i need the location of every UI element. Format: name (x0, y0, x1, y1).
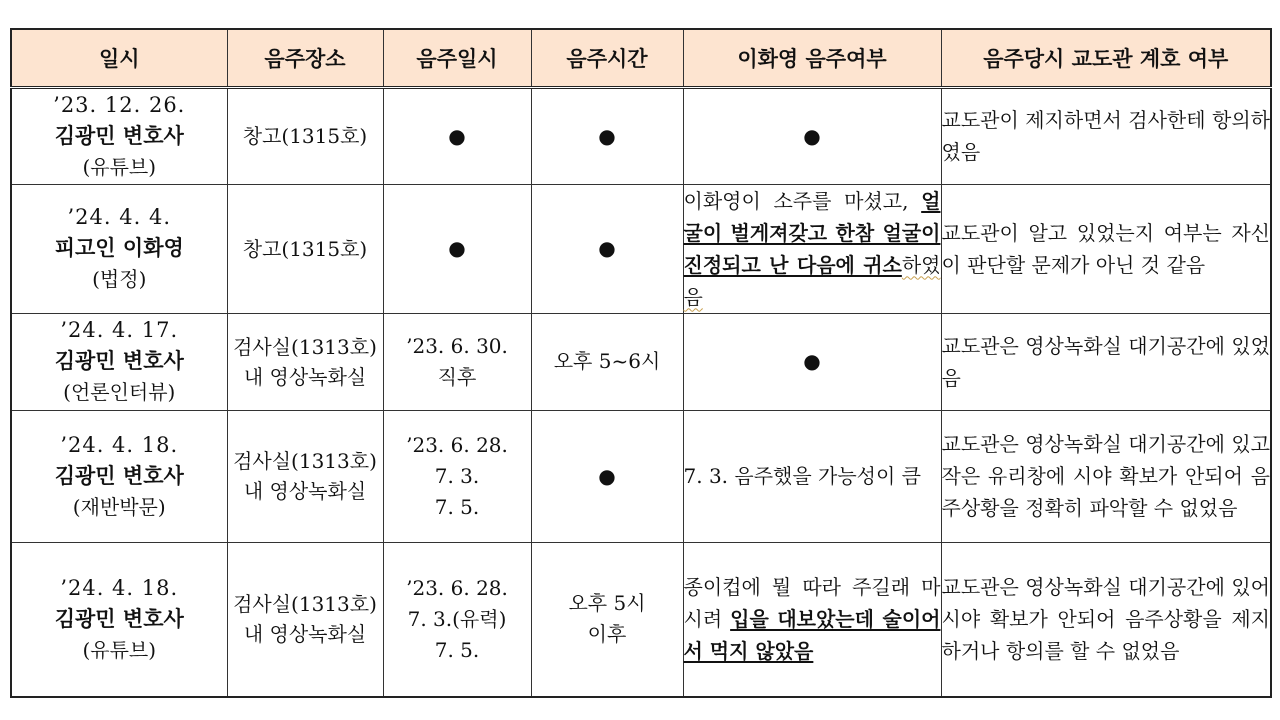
lee-statement-plain-end: 하였음 (683, 252, 941, 309)
table-row (11, 410, 1271, 542)
drinking-date-cell (383, 542, 531, 697)
drinking-date-line: 7. 3.(유력) (407, 606, 507, 631)
lee-statement-plain: 종이컵에 뭘 따라 주길래 마시려 (683, 575, 941, 632)
drinking-place-detail: 내 영상녹화실 (243, 622, 367, 647)
bullet-mark: ● (598, 463, 616, 488)
lee-drinking-cell: 7. 3. 음주했을 가능성이 큼 (683, 410, 941, 542)
bullet-mark: ● (598, 123, 616, 148)
statement-source: (재반박문) (72, 494, 166, 519)
lee-drinking-cell (683, 87, 941, 184)
drinking-place-cell (227, 313, 383, 410)
drinking-date-line: 7. 5. (434, 637, 480, 662)
statement-source: (유튜브) (82, 154, 157, 179)
drinking-date-cell (383, 313, 531, 410)
statement-date-cell (11, 313, 227, 410)
drinking-place-detail: 내 영상녹화실 (243, 364, 367, 389)
lee-statement-emphasis: 얼굴이 벌게져갖고 한참 얼굴이 진정되고 난 다음에 귀소 (683, 188, 941, 277)
statement-source: (법정) (92, 267, 147, 291)
statement-date-cell (11, 410, 227, 542)
table-row (11, 542, 1271, 697)
drinking-place-detail: 내 영상녹화실 (243, 479, 367, 503)
drinking-place: 창고(1315호) (242, 124, 368, 148)
guard-supervision-cell: 교도관이 제지하면서 검사한테 항의하였음 (941, 87, 1271, 184)
speaker-name: 김광민 변호사 (54, 606, 184, 631)
statement-comparison-table (10, 28, 1272, 698)
header-date: 일시 (11, 29, 227, 87)
statement-date: ’24. 4. 18. (60, 575, 179, 600)
header-drinking-date: 음주일시 (383, 29, 531, 87)
table-row (11, 184, 1271, 313)
drinking-place-cell (227, 542, 383, 697)
lee-drinking-cell (683, 313, 941, 410)
drinking-place: 검사실(1313호) (233, 449, 377, 473)
statement-date: ’23. 12. 26. (53, 92, 186, 117)
speaker-name: 김광민 변호사 (54, 463, 184, 488)
header-drinking-place: 음주장소 (227, 29, 383, 87)
header-drinking-time: 음주시간 (531, 29, 683, 87)
guard-supervision-cell: 교도관은 영상녹화실 대기공간에 있고 작은 유리창에 시야 확보가 안되어 음주상황을 정확히 파악할 수 없었음 (941, 410, 1271, 542)
statement-date: ’24. 4. 4. (67, 205, 171, 229)
drinking-place: 창고(1315호) (242, 236, 368, 261)
header-lee-drinking: 이화영 음주여부 (683, 29, 941, 87)
table-row (11, 87, 1271, 184)
statement-date-cell (11, 542, 227, 697)
statement-source: (유튜브) (82, 637, 157, 662)
drinking-time-cell (531, 313, 683, 410)
speaker-name: 김광민 변호사 (54, 349, 184, 373)
header-row (11, 29, 1271, 87)
drinking-date-cell (383, 410, 531, 542)
lee-statement-plain: 이화영이 소주를 마셨고, (683, 188, 922, 213)
bullet-mark: ● (598, 236, 616, 260)
statement-date-cell (11, 184, 227, 313)
drinking-date-line: ’23. 6. 28. (406, 575, 508, 600)
drinking-place-cell (227, 410, 383, 542)
guard-supervision-cell: 교도관이 알고 있었는지 여부는 자신이 판단할 문제가 아닌 것 같음 (941, 184, 1271, 313)
drinking-date-line: 7. 3. (434, 463, 480, 488)
drinking-time-cell (531, 410, 683, 542)
lee-statement-emphasis: 입을 대보았는데 술이어서 먹지 않았음 (683, 607, 941, 664)
bullet-mark: ● (448, 236, 466, 260)
drinking-time-line: 이후 (587, 622, 627, 647)
drinking-date-line: 7. 5. (434, 494, 480, 519)
drinking-time-cell (531, 542, 683, 697)
drinking-time-line: 오후 5~6시 (553, 349, 661, 373)
speaker-name: 피고인 이화영 (54, 236, 184, 260)
drinking-date-cell (383, 184, 531, 313)
statement-date: ’24. 4. 18. (60, 432, 179, 457)
lee-drinking-cell (683, 542, 941, 697)
drinking-date-line: 직후 (437, 364, 477, 389)
guard-supervision-cell: 교도관은 영상녹화실 대기공간에 있었음 (941, 313, 1271, 410)
bullet-mark: ● (803, 349, 821, 373)
statement-source: (언론인터뷰) (63, 380, 176, 404)
statement-date-cell (11, 87, 227, 184)
drinking-date-cell (383, 87, 531, 184)
drinking-place: 검사실(1313호) (233, 334, 377, 359)
speaker-name: 김광민 변호사 (54, 123, 184, 148)
drinking-time-cell (531, 87, 683, 184)
bullet-mark: ● (803, 123, 821, 148)
statement-date: ’24. 4. 17. (60, 318, 179, 342)
drinking-time-line: 오후 5시 (568, 591, 646, 616)
header-guard-supervision: 음주당시 교도관 계호 여부 (941, 29, 1271, 87)
drinking-date-line: ’23. 6. 30. (406, 333, 508, 358)
guard-supervision-cell: 교도관은 영상녹화실 대기공간에 있어 시야 확보가 안되어 음주상황을 제지하거나 항의를 할 수 없었음 (941, 542, 1271, 697)
drinking-place-cell (227, 87, 383, 184)
drinking-place: 검사실(1313호) (233, 592, 377, 617)
bullet-mark: ● (448, 123, 466, 148)
drinking-time-cell (531, 184, 683, 313)
drinking-place-cell (227, 184, 383, 313)
table-row (11, 313, 1271, 410)
drinking-date-line: ’23. 6. 28. (406, 432, 508, 457)
lee-drinking-cell (683, 184, 941, 313)
